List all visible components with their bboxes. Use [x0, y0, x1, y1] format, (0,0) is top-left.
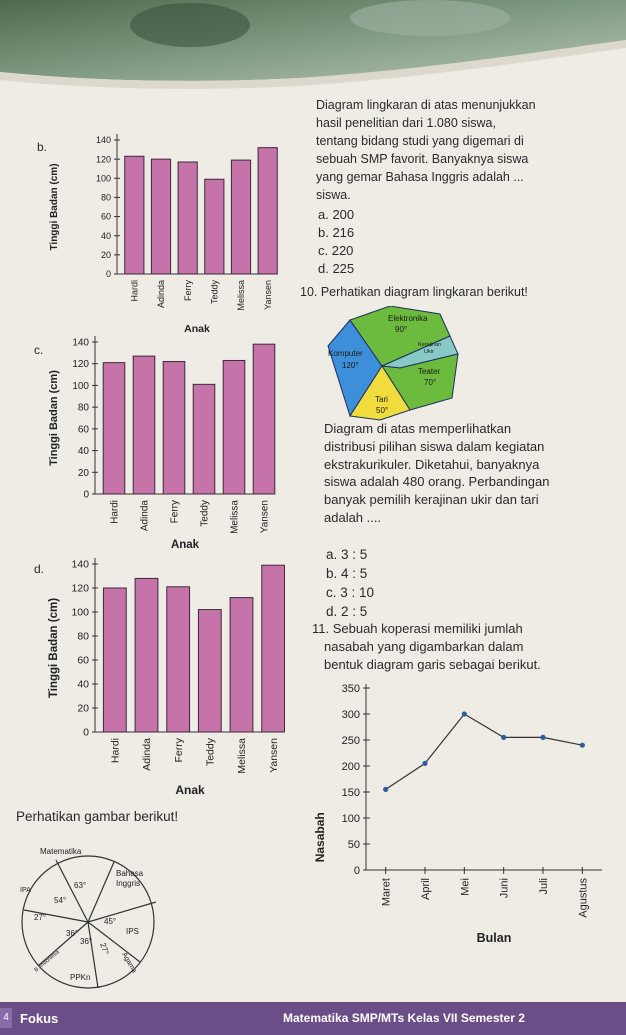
- y-tick-label: 100: [72, 380, 89, 392]
- q11-line: bentuk diagram garis sebagai berikut.: [324, 657, 541, 672]
- y-tick-label: 60: [100, 211, 111, 222]
- pie-label-elektronika: Elektronika: [388, 314, 428, 323]
- q9-option-d: d. 225: [318, 261, 355, 276]
- pie-label-tari: Tari: [375, 395, 388, 404]
- y-tick-label: 40: [77, 678, 89, 691]
- q10-line: distribusi pilihan siswa dalam kegiatan: [324, 438, 545, 454]
- question-10-text: [324, 420, 550, 527]
- y-tick-label: 50: [347, 839, 360, 851]
- pie-angle-komputer: 120°: [342, 361, 359, 370]
- q10-option-a: a. 3 : 5: [326, 547, 368, 562]
- y-tick-label: 140: [95, 135, 111, 146]
- bar-adinda: [135, 578, 158, 732]
- bar-teddy: [198, 610, 221, 732]
- bar-yansen: [253, 344, 275, 494]
- line-chart-nasabah: [310, 680, 610, 950]
- x-tick-label: Ferry: [172, 738, 185, 763]
- q10-option-c: c. 3 : 10: [326, 585, 375, 600]
- pie-angle-teater: 70°: [424, 378, 437, 387]
- q10-option-d: d. 2 : 5: [326, 604, 368, 619]
- y-tick-label: 80: [100, 192, 111, 203]
- question-10-intro: 10. Perhatikan diagram lingkaran berikut!: [300, 285, 528, 299]
- bar-teddy: [205, 179, 224, 274]
- y-tick-label: 120: [72, 359, 89, 371]
- y-tick-label: 20: [77, 702, 89, 715]
- page-number: 4: [0, 1008, 12, 1028]
- x-tick-label: Juni: [498, 878, 511, 899]
- y-tick-label: 40: [100, 230, 111, 241]
- q9-option-c: c. 220: [318, 243, 354, 258]
- y-tick-label: 300: [341, 709, 360, 721]
- pie-chart-subjects: [16, 832, 166, 1000]
- bar-chart-d: [45, 550, 285, 800]
- y-tick-label: 20: [77, 467, 89, 479]
- bar-teddy: [193, 384, 215, 494]
- x-tick-label: April: [420, 878, 432, 901]
- x-tick-label: Hardi: [109, 738, 122, 764]
- bar-hardi: [125, 156, 144, 274]
- footer-book-title: Matematika SMP/MTs Kelas VII Semester 2: [283, 1011, 525, 1025]
- x-tick-label: Yansen: [267, 738, 280, 773]
- x-axis-label: Anak: [184, 323, 210, 335]
- bar-hardi: [103, 363, 125, 494]
- y-axis-label: Tinggi Badan (cm): [48, 370, 60, 466]
- x-tick-label: Hardi: [129, 280, 140, 302]
- x-axis-label: Anak: [175, 783, 205, 797]
- bar-yansen: [262, 565, 285, 732]
- y-tick-label: 20: [100, 250, 111, 261]
- q10-line: adalah ....: [324, 509, 382, 525]
- bar-adinda: [151, 159, 170, 274]
- q9-line: sebuah SMP favorit. Banyaknya siswa: [316, 152, 529, 166]
- subject-angle-b-indonesia: 36°: [66, 929, 79, 938]
- y-tick-label: 40: [77, 446, 89, 458]
- subject-label-inggris: Inggris: [116, 879, 141, 888]
- subject-label-bahasa: Bahasa: [116, 869, 144, 878]
- question-b-letter: b.: [37, 140, 48, 154]
- subject-angle-indonesia: 27°: [34, 913, 47, 922]
- point-juni: [501, 735, 506, 740]
- x-tick-label: Ferry: [169, 500, 181, 524]
- bar-chart-b: [45, 128, 285, 340]
- perhatikan-caption: Perhatikan gambar berikut!: [16, 809, 179, 824]
- point-maret: [383, 787, 388, 792]
- y-axis-label: Tinggi Badan (cm): [48, 597, 60, 699]
- question-d-letter: d.: [34, 562, 45, 576]
- y-axis-label: Nasabah: [313, 812, 327, 863]
- bar-ferry: [167, 587, 190, 732]
- q9-line: tentang bidang studi yang digemari di: [316, 134, 524, 148]
- q10-line: banyak pemilih kerajinan ukir dan tari: [324, 492, 539, 508]
- x-tick-label: Ferry: [182, 280, 193, 301]
- q9-line: yang gemar Bahasa Inggris adalah ...: [316, 170, 524, 184]
- subject-angle-matematika: 63°: [74, 881, 87, 890]
- bar-melissa: [223, 360, 245, 494]
- y-tick-label: 0: [353, 865, 360, 877]
- pie-angle-tari: 50°: [376, 406, 389, 415]
- series-line: [386, 714, 583, 789]
- y-tick-label: 120: [71, 582, 89, 595]
- x-axis-label: Bulan: [476, 931, 512, 945]
- q11-line: nasabah yang digambarkan dalam: [324, 639, 524, 654]
- bar-chart-c: [45, 330, 285, 552]
- y-tick-label: 80: [77, 630, 89, 643]
- bar-adinda: [133, 356, 155, 494]
- y-tick-label: 140: [72, 337, 89, 349]
- x-tick-label: Hardi: [109, 500, 121, 524]
- y-tick-label: 0: [83, 726, 89, 739]
- x-tick-label: Teddy: [199, 500, 211, 527]
- subject-label-ipa: IPA: [20, 887, 31, 894]
- q10-option-b: b. 4 : 5: [326, 566, 368, 581]
- q9-option-b: b. 216: [318, 225, 355, 240]
- subject-angle-ipa: 54°: [54, 896, 67, 905]
- subject-angle-ppkn: 36°: [80, 937, 93, 946]
- bar-melissa: [230, 598, 253, 732]
- subject-label-ppkn: PPKn: [70, 973, 91, 982]
- q9-option-a: a. 200: [318, 207, 355, 222]
- x-tick-label: Adinda: [156, 280, 167, 309]
- y-tick-label: 350: [341, 683, 360, 695]
- bar-hardi: [103, 588, 126, 732]
- question-9-options: [318, 206, 354, 278]
- page-footer: [0, 1002, 626, 1035]
- question-c-letter: c.: [34, 343, 44, 357]
- point-mei: [462, 711, 467, 716]
- question-11-text: [312, 620, 541, 674]
- bar-ferry: [163, 362, 185, 494]
- subject-angle-agama: 27°: [98, 941, 111, 957]
- question-10-options: [326, 545, 374, 621]
- y-tick-label: 150: [341, 787, 360, 799]
- header-photo: [0, 0, 626, 110]
- y-tick-label: 60: [77, 654, 89, 667]
- subject-label-indonesia: B. Indonesia: [33, 949, 61, 974]
- footer-fokus: Fokus: [20, 1011, 59, 1026]
- y-tick-label: 0: [105, 269, 111, 280]
- q9-line: Diagram lingkaran di atas menunjukkan: [316, 98, 536, 112]
- y-tick-label: 60: [77, 424, 89, 436]
- x-tick-label: Melissa: [236, 738, 249, 774]
- x-tick-label: Yansen: [259, 500, 271, 534]
- bar-melissa: [231, 160, 250, 274]
- x-tick-label: Teddy: [204, 738, 217, 767]
- y-tick-label: 120: [95, 154, 111, 165]
- q9-line: siswa.: [316, 188, 351, 202]
- y-tick-label: 80: [77, 402, 89, 414]
- y-tick-label: 140: [71, 558, 89, 571]
- bar-ferry: [178, 162, 197, 274]
- pie-label-teater: Teater: [418, 367, 441, 376]
- y-tick-label: 250: [341, 735, 360, 747]
- point-agustus: [580, 743, 585, 748]
- subject-label-matematika: Matematika: [40, 847, 82, 856]
- q9-line: hasil penelitian dari 1.080 siswa,: [316, 116, 496, 130]
- y-tick-label: 0: [83, 489, 89, 501]
- pie-label-kerajinan: Kerajinan: [418, 342, 442, 348]
- x-tick-label: Juli: [538, 878, 550, 895]
- x-tick-label: Yansen: [262, 280, 273, 310]
- x-tick-label: Melissa: [236, 280, 247, 311]
- x-tick-label: Melissa: [229, 500, 241, 534]
- pie-chart-activities: [320, 306, 470, 424]
- y-tick-label: 200: [341, 761, 360, 773]
- subject-angle-ips: 45°: [104, 917, 117, 926]
- y-tick-label: 100: [95, 173, 111, 184]
- point-april: [422, 761, 427, 766]
- q10-line: Diagram di atas memperlihatkan: [324, 421, 512, 436]
- q11-line: 11. Sebuah koperasi memiliki jumlah: [312, 621, 523, 636]
- x-tick-label: Agustus: [577, 878, 590, 918]
- x-tick-label: Teddy: [209, 280, 220, 305]
- point-juli: [540, 735, 545, 740]
- pie-angle-elektronika: 90°: [395, 325, 408, 334]
- bar-yansen: [258, 148, 277, 274]
- subject-label-ips: IPS: [126, 927, 139, 936]
- x-tick-label: Maret: [380, 878, 393, 907]
- y-tick-label: 100: [341, 813, 360, 825]
- y-axis-label: Tinggi Badan (cm): [49, 163, 60, 251]
- question-9-text: [316, 96, 536, 204]
- pie-label-komputer: Komputer: [328, 349, 363, 358]
- subject-label-agama: Agama: [120, 951, 138, 975]
- q10-line: siswa adalah 480 orang. Perbandingan: [324, 474, 550, 490]
- y-tick-label: 100: [71, 606, 89, 619]
- x-axis-label: Anak: [170, 539, 200, 551]
- q10-line: ekstrakurikuler. Diketahui, banyaknya: [324, 456, 540, 472]
- x-tick-label: Mei: [459, 878, 472, 896]
- x-tick-label: Adinda: [141, 738, 154, 771]
- x-tick-label: Adinda: [139, 500, 151, 532]
- pie-label-ukir: Ukir: [424, 349, 434, 355]
